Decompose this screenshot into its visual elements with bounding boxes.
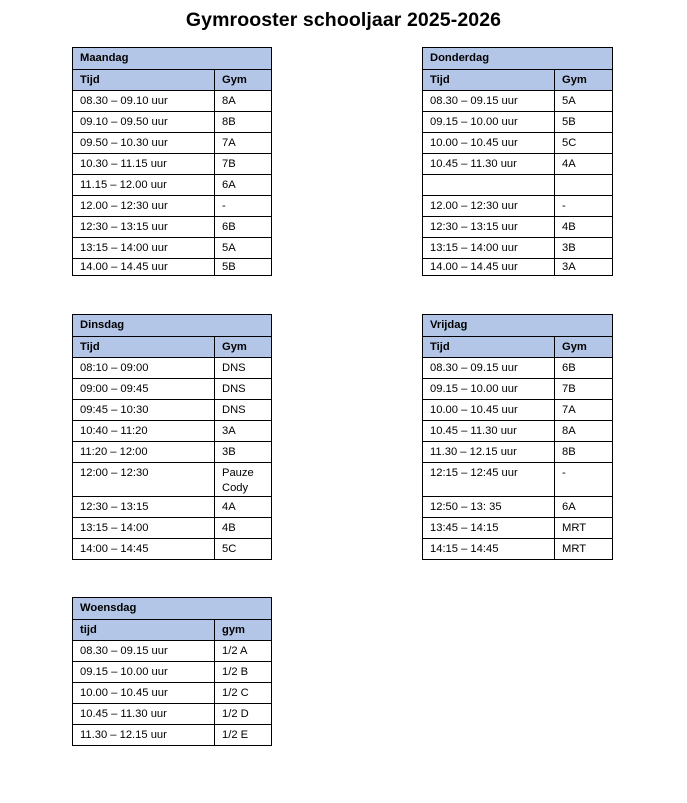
gym-cell: - (215, 196, 272, 217)
table-row (73, 641, 272, 662)
table-row (73, 112, 272, 133)
time-cell: 14.00 – 14.45 uur (423, 259, 555, 276)
gym-cell: - (555, 463, 613, 497)
day-header: Dinsdag (73, 315, 272, 337)
table-row (423, 400, 613, 421)
time-cell: 10:40 – 11:20 (73, 421, 215, 442)
gym-cell: MRT (555, 518, 613, 539)
time-cell: 10.45 – 11.30 uur (423, 154, 555, 175)
time-cell: 09.15 – 10.00 uur (423, 379, 555, 400)
gym-cell: 1/2 D (215, 704, 272, 725)
gym-cell: 3B (555, 238, 613, 259)
column-header-gym: gym (215, 620, 272, 641)
column-header-gym: Gym (555, 70, 613, 91)
column-header-time: Tijd (73, 70, 215, 91)
gym-cell: 7A (215, 133, 272, 154)
time-cell: 12:30 – 13:15 uur (423, 217, 555, 238)
table-row (423, 379, 613, 400)
day-header: Donderdag (423, 48, 613, 70)
time-cell: 09:00 – 09:45 (73, 379, 215, 400)
day-header: Vrijdag (423, 315, 613, 337)
gym-cell: 5B (555, 112, 613, 133)
table-row (73, 704, 272, 725)
time-cell: 12.00 – 12:30 uur (423, 196, 555, 217)
gym-cell: 1/2 C (215, 683, 272, 704)
table-row (73, 725, 272, 746)
table-row (73, 421, 272, 442)
table-row (73, 497, 272, 518)
time-cell: 11:20 – 12:00 (73, 442, 215, 463)
time-cell: 12:00 – 12:30 (73, 463, 215, 497)
table-row (423, 463, 613, 497)
time-cell: 10.45 – 11.30 uur (73, 704, 215, 725)
schedule-dinsdag (72, 314, 272, 560)
gym-cell: 6A (215, 175, 272, 196)
time-cell: 08.30 – 09.15 uur (423, 91, 555, 112)
gym-cell: - (555, 196, 613, 217)
gym-cell: 3B (215, 442, 272, 463)
gym-cell: 4B (215, 518, 272, 539)
table-row (73, 238, 272, 259)
gym-cell: 1/2 B (215, 662, 272, 683)
column-header-time: Tijd (73, 337, 215, 358)
table-row (423, 217, 613, 238)
gym-cell: 8B (555, 442, 613, 463)
table-row (423, 154, 613, 175)
table-row (73, 91, 272, 112)
gym-cell: DNS (215, 379, 272, 400)
gym-cell: Pauze Cody (215, 463, 272, 497)
table-row (73, 379, 272, 400)
page-title: Gymrooster schooljaar 2025-2026 (185, 9, 502, 31)
time-cell: 11.30 – 12.15 uur (73, 725, 215, 746)
schedule-donderdag (422, 47, 613, 276)
table-row (423, 133, 613, 154)
time-cell: 10.00 – 10.45 uur (73, 683, 215, 704)
gym-cell: DNS (215, 358, 272, 379)
time-cell: 10.45 – 11.30 uur (423, 421, 555, 442)
table-row (423, 358, 613, 379)
time-cell: 12:30 – 13:15 (73, 497, 215, 518)
gym-cell: 5C (555, 133, 613, 154)
column-header-time: tijd (73, 620, 215, 641)
time-cell: 12:15 – 12:45 uur (423, 463, 555, 497)
table-row (423, 539, 613, 560)
gym-cell: 5A (555, 91, 613, 112)
time-cell: 12:30 – 13:15 uur (73, 217, 215, 238)
time-cell: 13:15 – 14:00 uur (73, 238, 215, 259)
time-cell: 10.00 – 10.45 uur (423, 400, 555, 421)
time-cell: 13:45 – 14:15 (423, 518, 555, 539)
table-row (423, 518, 613, 539)
time-cell: 14.00 – 14.45 uur (73, 259, 215, 276)
time-cell: 10.30 – 11.15 uur (73, 154, 215, 175)
table-row (423, 421, 613, 442)
schedule-woensdag (72, 597, 272, 746)
time-cell: 09.15 – 10.00 uur (73, 662, 215, 683)
schedule-vrijdag (422, 314, 613, 560)
table-row (423, 196, 613, 217)
table-row (423, 175, 613, 196)
gym-cell: 5C (215, 539, 272, 560)
table-row (73, 400, 272, 421)
time-cell: 08.30 – 09.15 uur (73, 641, 215, 662)
time-cell: 12.00 – 12:30 uur (73, 196, 215, 217)
table-row (73, 175, 272, 196)
time-cell: 09:45 – 10:30 (73, 400, 215, 421)
time-cell: 09.15 – 10.00 uur (423, 112, 555, 133)
table-row (73, 463, 272, 497)
table-row (423, 91, 613, 112)
table-row (73, 683, 272, 704)
time-cell: 10.00 – 10.45 uur (423, 133, 555, 154)
time-cell: 14:15 – 14:45 (423, 539, 555, 560)
time-cell: 08:10 – 09:00 (73, 358, 215, 379)
table-row (73, 259, 272, 276)
gym-cell: 1/2 A (215, 641, 272, 662)
time-cell: 13:15 – 14:00 (73, 518, 215, 539)
table-row (73, 539, 272, 560)
gym-cell (555, 175, 613, 196)
gym-cell: 6B (555, 358, 613, 379)
time-cell: 14:00 – 14:45 (73, 539, 215, 560)
table-row (423, 497, 613, 518)
day-header: Woensdag (73, 598, 272, 620)
schedule-maandag (72, 47, 272, 276)
gym-cell: 4A (555, 154, 613, 175)
table-row (73, 196, 272, 217)
column-header-gym: Gym (555, 337, 613, 358)
table-row (73, 518, 272, 539)
gym-cell: 4B (555, 217, 613, 238)
gym-cell: 6B (215, 217, 272, 238)
time-cell: 12:50 – 13: 35 (423, 497, 555, 518)
gym-cell: 4A (215, 497, 272, 518)
time-cell: 13:15 – 14:00 uur (423, 238, 555, 259)
table-row (73, 662, 272, 683)
table-row (73, 217, 272, 238)
table-row (73, 442, 272, 463)
gym-cell: 8A (215, 91, 272, 112)
table-row (423, 238, 613, 259)
gym-cell: 7A (555, 400, 613, 421)
table-row (423, 112, 613, 133)
table-row (423, 259, 613, 276)
gym-cell: 5B (215, 259, 272, 276)
gym-cell: 3A (215, 421, 272, 442)
table-row (73, 133, 272, 154)
table-row (423, 442, 613, 463)
gym-cell: MRT (555, 539, 613, 560)
column-header-time: Tijd (423, 70, 555, 91)
gym-cell: 8B (215, 112, 272, 133)
gym-cell: 1/2 E (215, 725, 272, 746)
gym-cell: DNS (215, 400, 272, 421)
table-row (73, 154, 272, 175)
gym-cell: 6A (555, 497, 613, 518)
time-cell (423, 175, 555, 196)
time-cell: 09.50 – 10.30 uur (73, 133, 215, 154)
gym-cell: 7B (215, 154, 272, 175)
gym-cell: 5A (215, 238, 272, 259)
gym-cell: 7B (555, 379, 613, 400)
time-cell: 09.10 – 09.50 uur (73, 112, 215, 133)
column-header-gym: Gym (215, 337, 272, 358)
column-header-gym: Gym (215, 70, 272, 91)
time-cell: 11.30 – 12.15 uur (423, 442, 555, 463)
table-row (73, 358, 272, 379)
time-cell: 08.30 – 09.15 uur (423, 358, 555, 379)
time-cell: 08.30 – 09.10 uur (73, 91, 215, 112)
time-cell: 11.15 – 12.00 uur (73, 175, 215, 196)
gym-cell: 8A (555, 421, 613, 442)
gym-cell: 3A (555, 259, 613, 276)
column-header-time: Tijd (423, 337, 555, 358)
day-header: Maandag (73, 48, 272, 70)
